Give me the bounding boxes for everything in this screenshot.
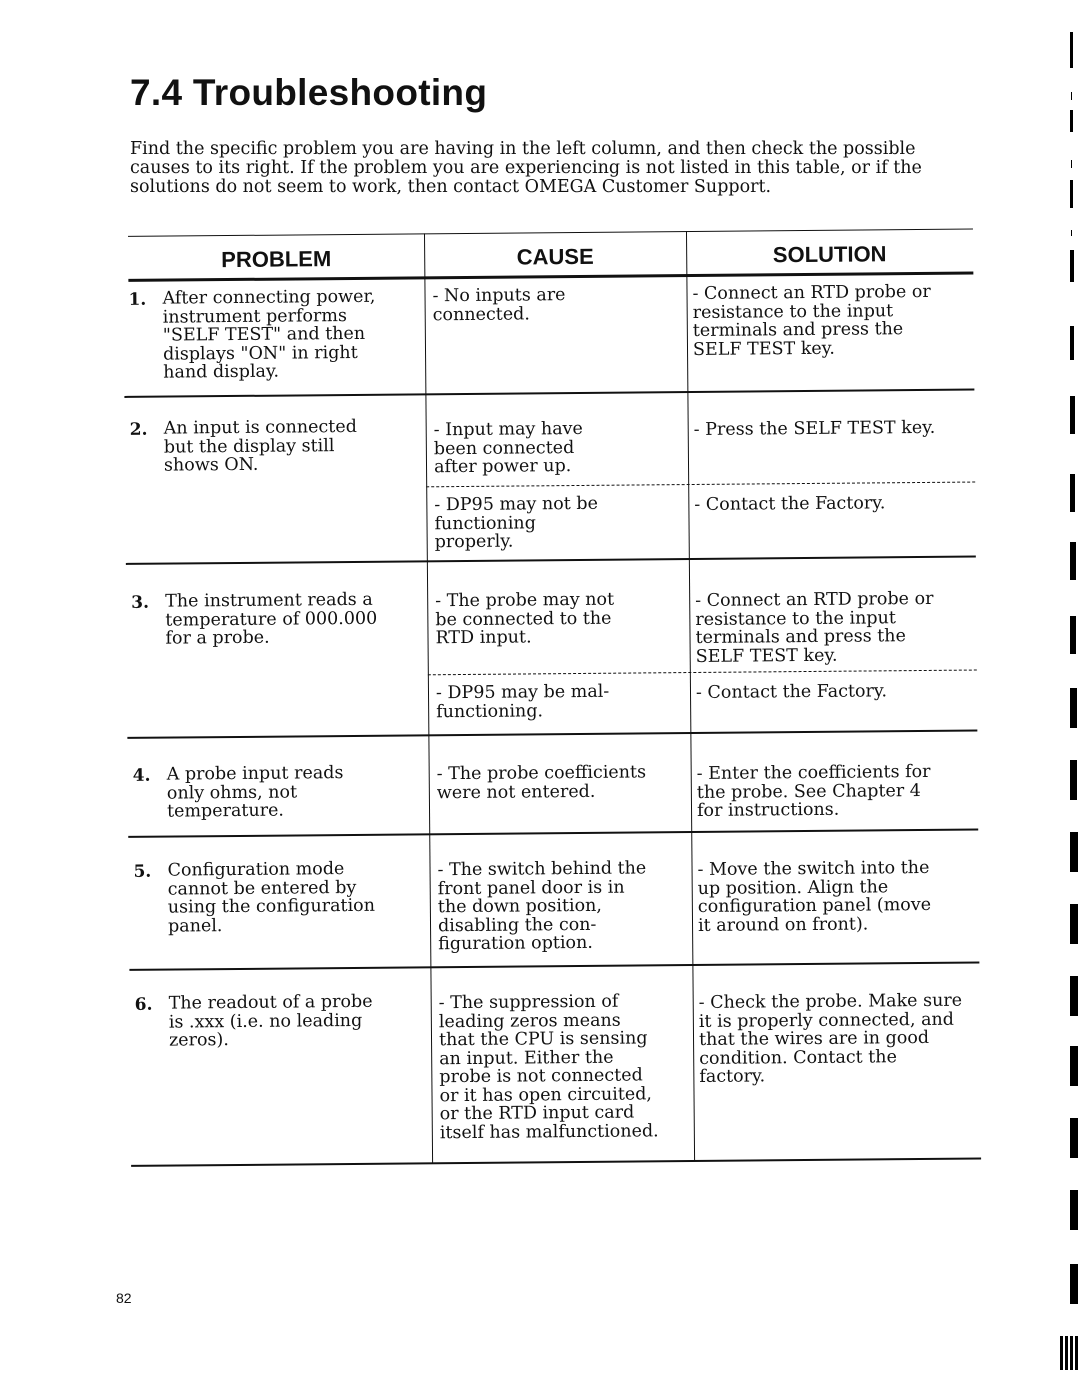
row-divider [124, 389, 974, 398]
row-number: 5. [133, 861, 152, 882]
table-bottom-rule [131, 1158, 981, 1167]
solution-text: - Enter the coefficients for the probe. See Chapter 4 for instructions. [696, 761, 931, 821]
cause-text: - DP95 may be mal- functioning. [435, 681, 610, 722]
page-number: 82 [116, 1290, 132, 1306]
row-number: 6. [134, 994, 153, 1015]
row-divider [129, 962, 979, 971]
row-number: 3. [131, 592, 150, 613]
cause-text: - DP95 may not be functioning properly. [434, 493, 599, 553]
solution-text: - Press the SELF TEST key. [693, 417, 936, 440]
page-title: 7.4 Troubleshooting [130, 72, 488, 113]
solution-text: - Move the switch into the up position. Align the configuration panel (move it around on front). [697, 857, 932, 936]
problem-text: After connecting power, instrument performs "SELF TEST" and then displays "ON" in right hand display. [162, 286, 376, 383]
row-number: 2. [129, 419, 148, 440]
cause-text: - The switch behind the front panel door is in the down position, disabling the con- figuration option. [437, 858, 647, 955]
column-divider-2 [686, 231, 695, 1161]
solution-text: - Contact the Factory. [694, 493, 886, 515]
cause-text: - The suppression of leading zeros means that the CPU is sensing an input. Either the probe is not connected or it has open circuited, or the RTD input card itself has malfunctioned. [438, 991, 659, 1143]
intro-paragraph: Find the specific problem you are having in the left column, and then check the possible causes to its right. If the problem you are experiencing is not listed in this table, or if the solutions do not seem to work, then contact OMEGA Customer Support. [130, 139, 922, 197]
cause-text: - The probe coefficients were not entered. [436, 762, 647, 803]
problem-text: The readout of a probe is .xxx (i.e. no leading zeros). [168, 991, 373, 1051]
problem-text: A probe input reads only ohms, not temperature. [166, 763, 344, 822]
cause-divider [426, 482, 975, 488]
header-cause: CAUSE [516, 243, 594, 270]
troubleshooting-table [118, 229, 981, 1166]
cause-text: - Input may have been connected after power up. [433, 418, 583, 478]
column-divider-1 [424, 233, 433, 1163]
header-problem: PROBLEM [221, 246, 332, 273]
problem-text: An input is connected but the display still shows ON. [163, 416, 357, 476]
cause-divider [428, 670, 977, 676]
header-solution: SOLUTION [772, 241, 887, 268]
solution-text: - Check the probe. Make sure it is properly connected, and that the wires are in good condition. Contact the factory. [698, 990, 963, 1087]
row-divider [126, 556, 976, 565]
row-number: 4. [132, 765, 151, 786]
scan-edge-marks [1058, 30, 1080, 1370]
solution-text: - Contact the Factory. [695, 681, 888, 703]
row-divider [127, 730, 977, 739]
solution-text: - Connect an RTD probe or resistance to the input terminals and press the SELF TEST key. [695, 588, 934, 667]
cause-text: - No inputs are connected. [432, 285, 566, 325]
problem-text: Configuration mode cannot be entered by using the configuration panel. [167, 859, 376, 937]
solution-text: - Connect an RTD probe or resistance to the input terminals and press the SELF TEST key. [692, 281, 931, 360]
row-divider [128, 829, 978, 838]
cause-text: - The probe may not be connected to the RTD input. [435, 589, 615, 649]
problem-text: The instrument reads a temperature of 000.000 for a probe. [165, 589, 378, 649]
row-number: 1. [128, 289, 147, 310]
